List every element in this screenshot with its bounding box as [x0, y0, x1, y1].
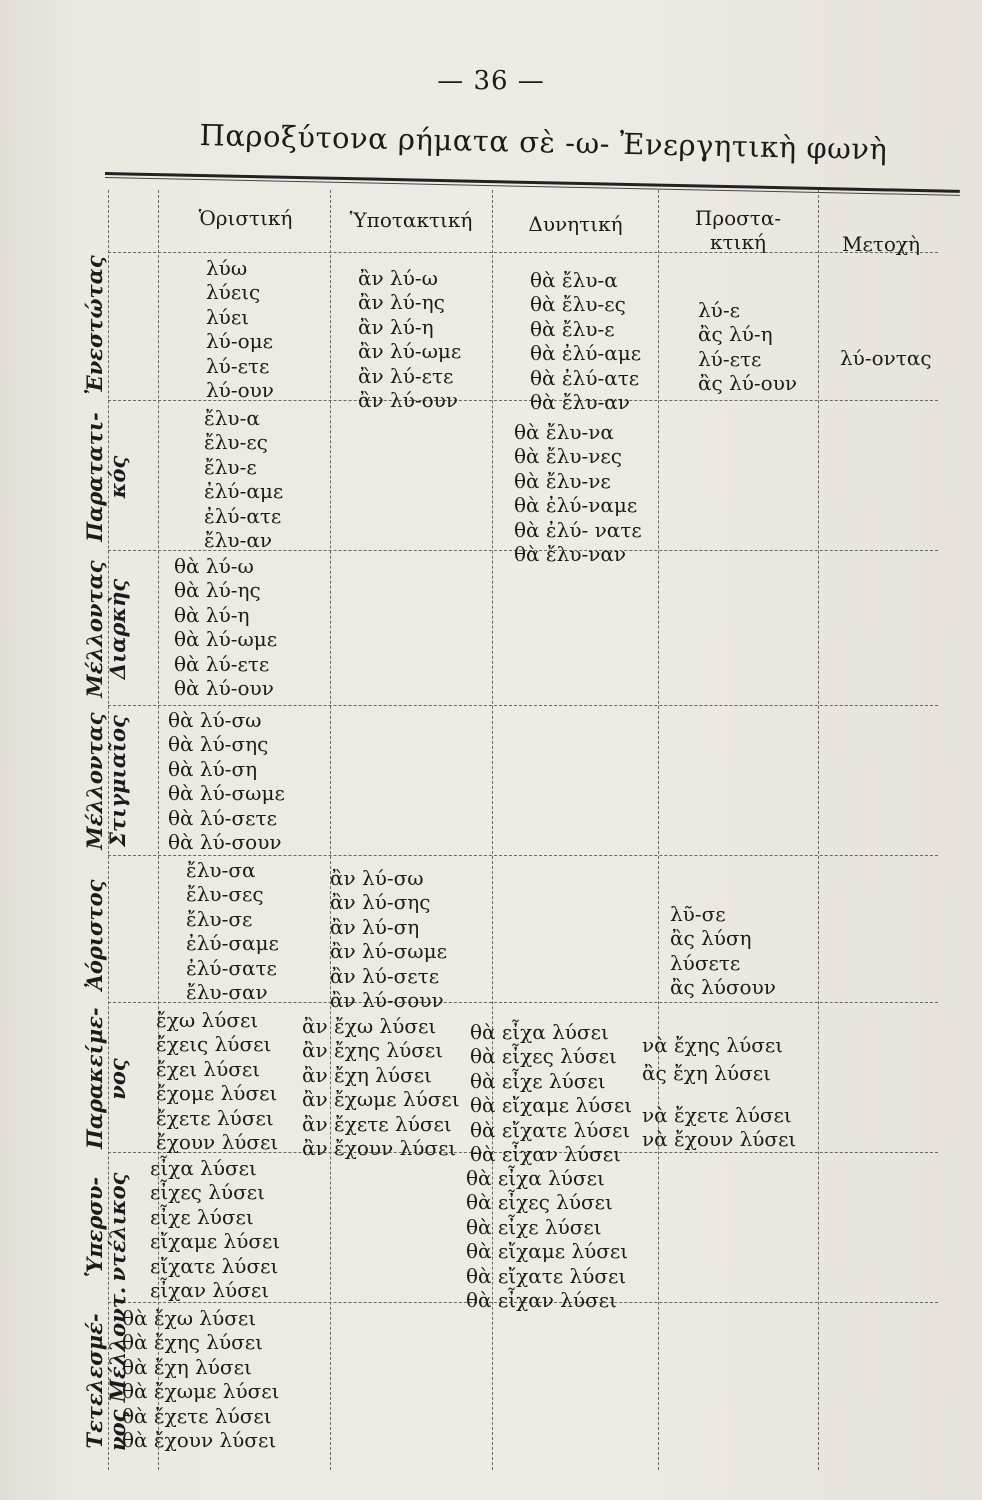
cell-imperfect-indicative: ἔλυ-α ἔλυ-ες ἔλυ-ε ἐλύ-αμε ἐλύ-ατε ἔλυ-αν: [204, 406, 284, 552]
cell-imperfect-conditional: θὰ ἔλυ-να θὰ ἔλυ-νες θὰ ἔλυ-νε θὰ ἐλύ-ναμε θὰ ἐλύ- νατε θὰ ἔλυ-ναν: [514, 420, 642, 566]
grid-line: [108, 705, 938, 706]
cell-present-conditional: θὰ ἔλυ-α θὰ ἔλυ-ες θὰ ἔλυ-ε θὰ ἐλύ-αμε θὰ ἐλύ-ατε θὰ ἔλυ-αν: [530, 268, 642, 414]
cell-present-imperative: λύ-ε ἂς λύ-η λύ-ετε ἂς λύ-ουν: [698, 298, 798, 396]
page-number: — 36 —: [437, 66, 545, 96]
row-label-future-simple: Μέλλοντας Στιγμιαῖος: [82, 712, 130, 850]
cell-present-indicative: λύω λύεις λύει λύ-ομε λύ-ετε λύ-ουν: [206, 256, 274, 402]
cell-perfect-indicative: ἔχω λύσει ἔχεις λύσει ἔχει λύσει ἔχομε λύσει ἔχετε λύσει ἔχουν λύσει: [156, 1008, 279, 1154]
header-conditional: Δυνητική: [528, 212, 623, 236]
grid-line: [818, 190, 819, 1470]
cell-perfect-subjunctive: ἂν ἔχω λύσει ἂν ἔχης λύσει ἂν ἔχη λύσει ἂν ἔχωμε λύσει ἂν ἔχετε λύσει ἂν ἔχουν λύσει: [302, 1014, 460, 1160]
cell-present-participle: λύ-οντας: [840, 346, 932, 370]
cell-future-continuous-indicative: θὰ λύ-ω θὰ λύ-ης θὰ λύ-η θὰ λύ-ωμε θὰ λύ-ετε θὰ λύ-ουν: [174, 554, 278, 700]
cell-perfect-conditional: θὰ εἶχα λύσει θὰ εἶχες λύσει θὰ εἶχε λύσει θὰ εἴχαμε λύσει θὰ εἴχατε λύσει θὰ εἶχαν λύσει: [470, 1020, 633, 1166]
row-label-pluperfect: Ὑπερσυ- ντέλικος: [82, 1172, 130, 1282]
row-label-imperfect: Παρατατι- κός: [82, 412, 130, 542]
grid-line: [330, 190, 331, 1470]
cell-present-subjunctive: ἂν λύ-ω ἂν λύ-ης ἂν λύ-η ἂν λύ-ωμε ἂν λύ-ετε ἂν λύ-ουν: [358, 266, 462, 412]
conjugation-table: [58, 190, 938, 1490]
cell-aorist-indicative: ἔλυ-σα ἔλυ-σες ἔλυ-σε ἐλύ-σαμε ἐλύ-σατε ἔλυ-σαν: [186, 858, 279, 1004]
cell-pluperfect-conditional: θὰ εἶχα λύσει θὰ εἶχες λύσει θὰ εἶχε λύσει θὰ εἴχαμε λύσει θὰ εἴχατε λύσει θὰ εἶχαν λύσει: [466, 1166, 629, 1312]
header-subjunctive: Ὑποτακτική: [349, 208, 473, 232]
row-label-present: Ἐνεστώτας: [82, 255, 107, 395]
cell-aorist-subjunctive: ἂν λύ-σω ἂν λύ-σης ἂν λύ-ση ἂν λύ-σωμε ἂν λύ-σετε ἂν λύ-σουν: [330, 866, 447, 1012]
row-label-perfect: Παρακείμε- νος: [82, 1007, 130, 1149]
row-label-future-perfect: Τετελεσμέ- νος Μέλλοντ.: [82, 1286, 130, 1451]
cell-aorist-imperative: λῦ-σε ἂς λύση λύσετε ἂς λύσουν: [670, 902, 776, 1000]
cell-perfect-imperative: νὰ ἔχης λύσει ἂς ἔχη λύσει νὰ ἔχετε λύσει νὰ ἔχουν λύσει: [642, 1033, 797, 1151]
header-imperative: Προστα- κτική: [694, 206, 782, 254]
header-participle: Μετοχὴ: [841, 232, 921, 256]
row-label-future-continuous: Μέλλοντας Διαρκὴς: [82, 560, 130, 698]
row-label-aorist: Ἀόριστος: [82, 879, 107, 991]
grid-line: [108, 855, 938, 856]
page-title: Παροξύτονα ρήματα σὲ -ω- Ἐνεργητικὴ φωνὴ: [199, 118, 888, 167]
grid-line: [658, 190, 659, 1470]
cell-pluperfect-indicative: εἶχα λύσει εἶχες λύσει εἶχε λύσει εἴχαμε λύσει εἴχατε λύσει εἶχαν λύσει: [150, 1156, 281, 1302]
cell-future-perfect-indicative: θὰ ἔχω λύσει θὰ ἔχης λύσει θὰ ἔχη λύσει θὰ ἔχωμε λύσει θὰ ἔχετε λύσει θὰ ἔχουν λύσει: [122, 1306, 280, 1452]
header-indicative: Ὁριστική: [198, 206, 293, 230]
cell-future-simple-indicative: θὰ λύ-σω θὰ λύ-σης θὰ λύ-ση θὰ λύ-σωμε θὰ λύ-σετε θὰ λύ-σουν: [168, 708, 285, 854]
